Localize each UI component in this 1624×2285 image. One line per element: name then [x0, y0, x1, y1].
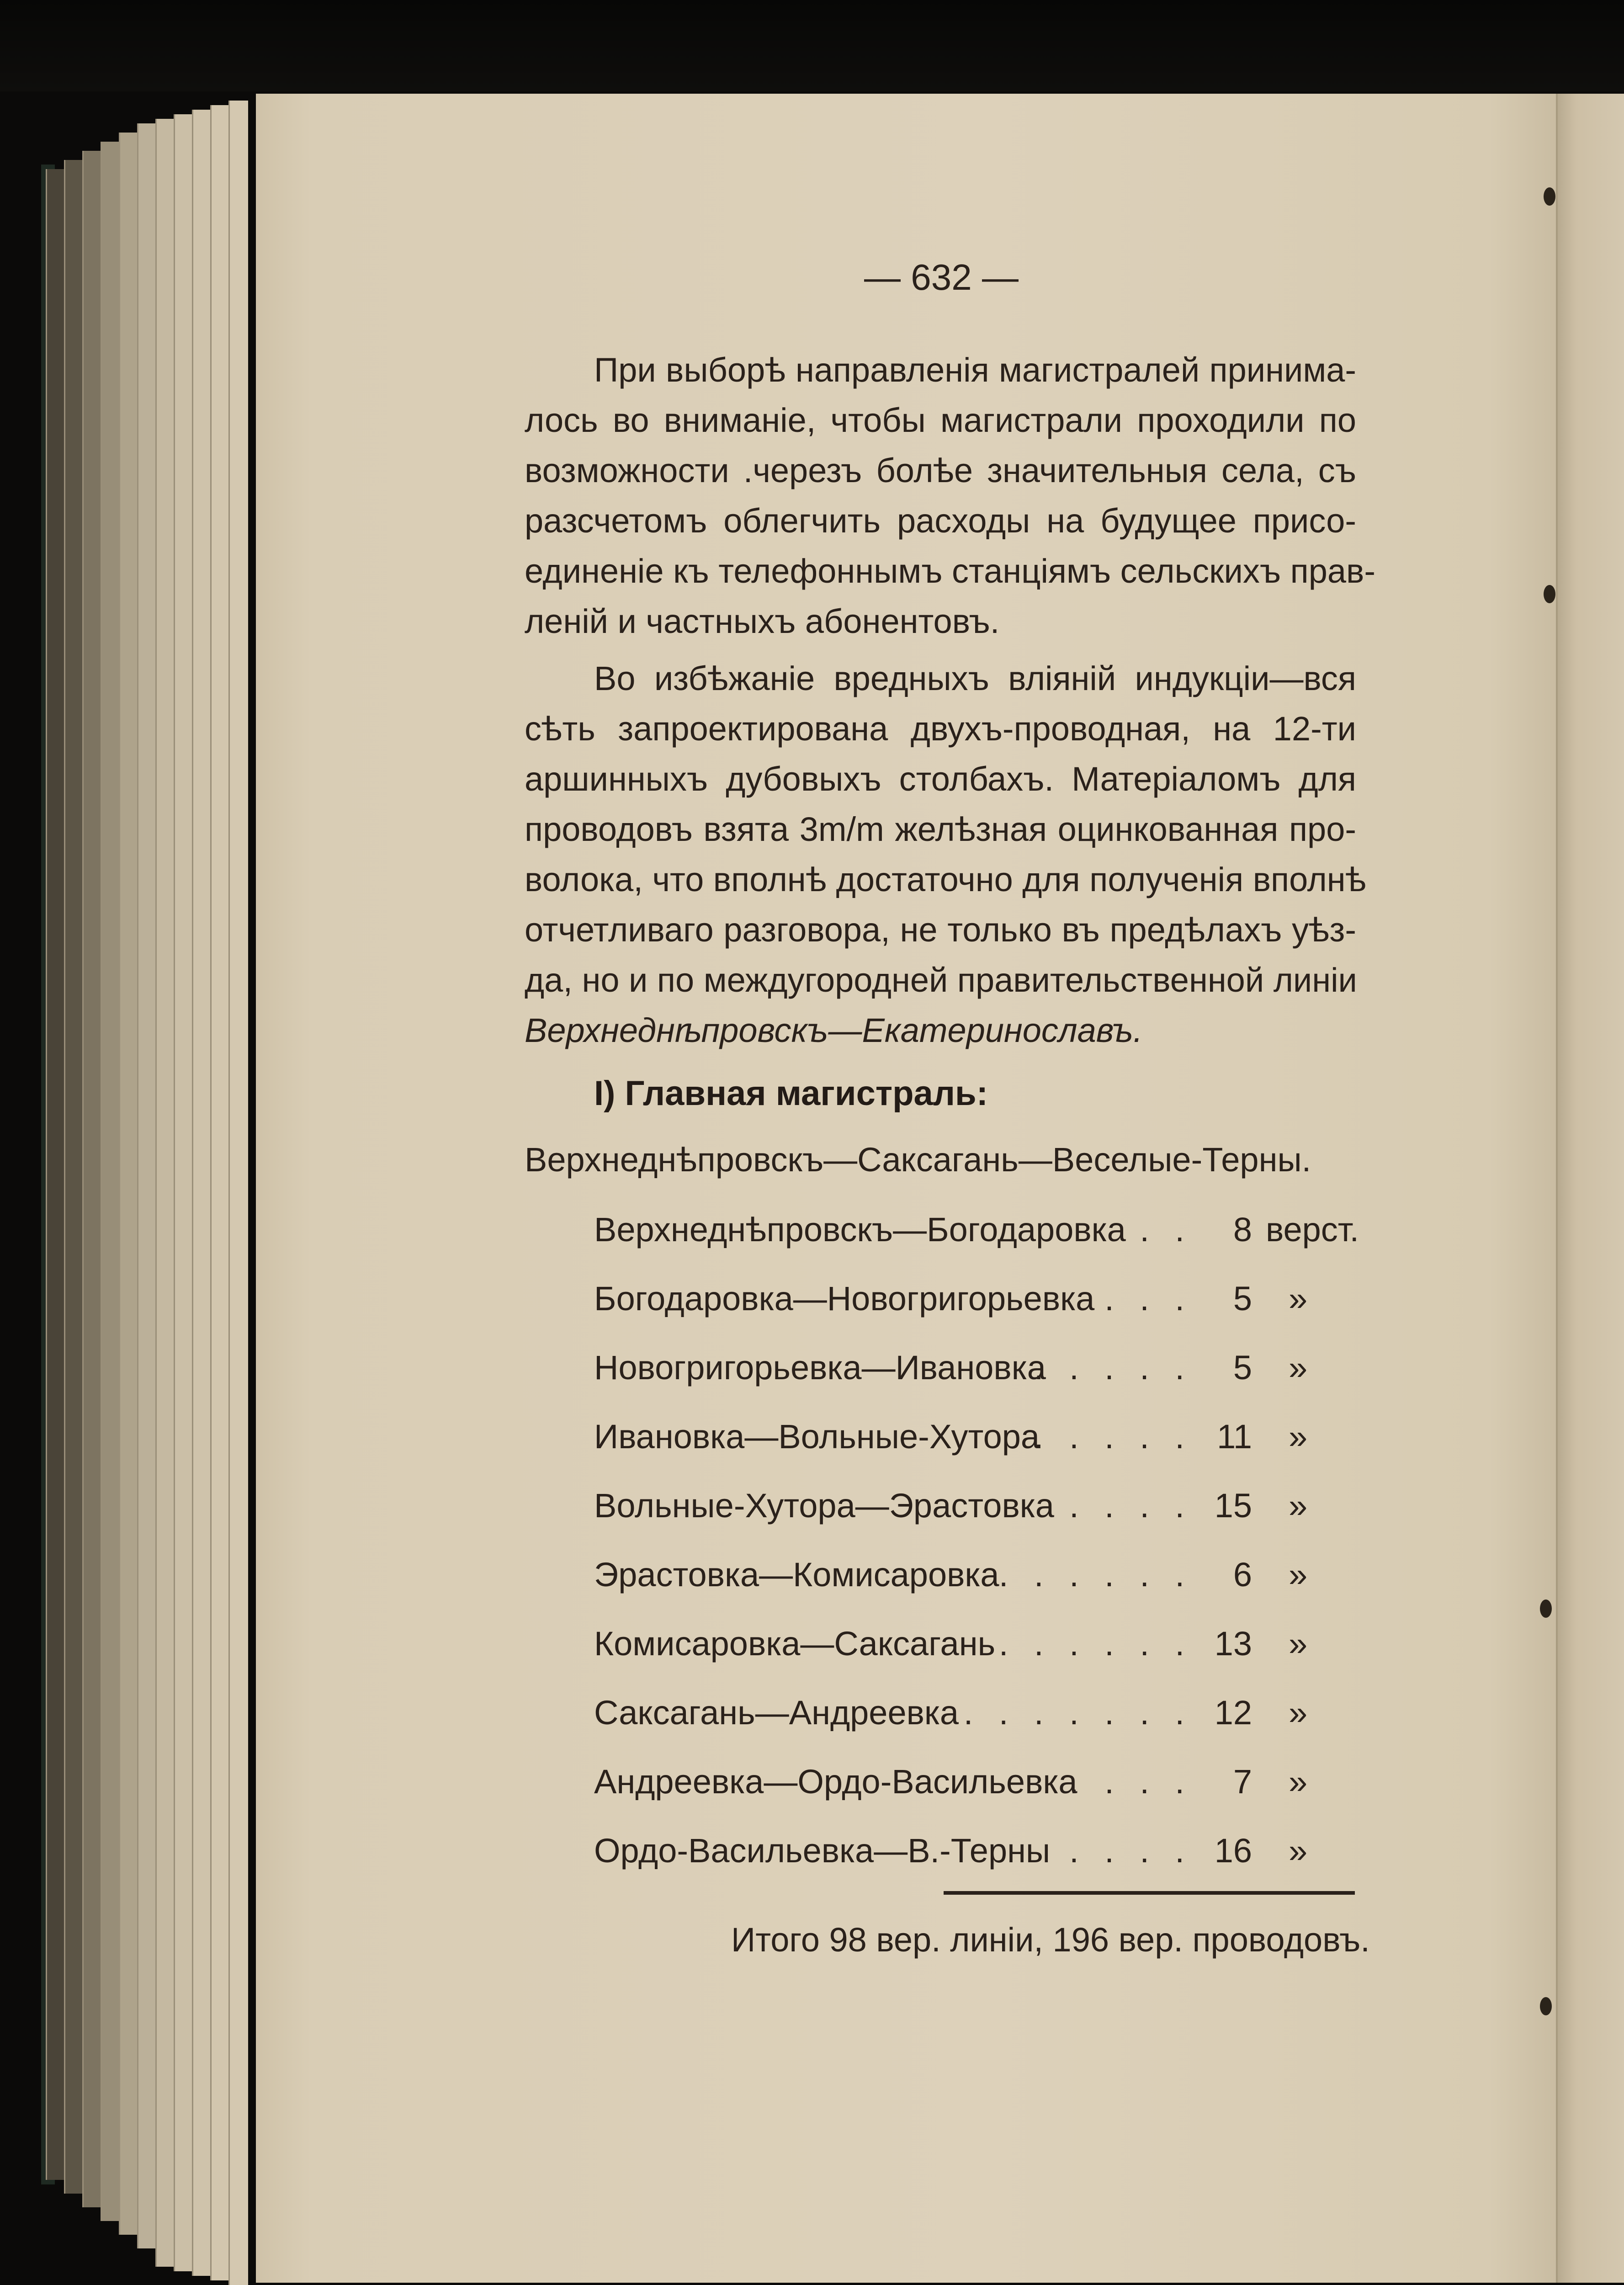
paragraph-magistral-choice [525, 345, 1375, 647]
page-edge [174, 114, 193, 2271]
text-line: сѣть запроектирована двухъ-проводная, на 12-ти [525, 710, 1356, 748]
segment-unit: » [1289, 1280, 1308, 1318]
page-edge [210, 105, 230, 2280]
segment-name: Верхнеднѣпровскъ—Богодаровка [594, 1211, 1126, 1249]
facing-page-edge [1556, 94, 1624, 2283]
page-edge [101, 142, 120, 2221]
segment-name: Андреевка—Ордо-Васильевка [594, 1763, 1077, 1801]
text-line: При выборѣ направленія магистралей принима- [594, 351, 1356, 389]
segment-distance: 6 [1233, 1556, 1252, 1594]
segment-unit: » [1289, 1763, 1308, 1801]
segment-name: Ордо-Васильевка—В.-Терны [594, 1832, 1051, 1870]
segment-unit: » [1289, 1832, 1308, 1870]
total-line: Итого 98 вер. линіи, 196 вер. проводовъ. [731, 1921, 1370, 1959]
segment-distance: 12 [1214, 1694, 1252, 1732]
leader-dots: . . . . . . [998, 1556, 1193, 1594]
segment-unit: » [1289, 1556, 1308, 1594]
table-row [594, 1831, 1356, 1900]
text-line: возможности .черезъ болѣе значительныя села, съ [525, 452, 1356, 489]
segment-name: Ивановка—Вольные-Хутора [594, 1418, 1040, 1456]
text-line: волока, что вполнѣ достаточно для полученія вполнѣ [525, 861, 1367, 898]
segment-name: Саксагань—Андреевка [594, 1694, 959, 1732]
section-heading: I) Главная магистраль: [594, 1074, 988, 1113]
page-edge [228, 101, 248, 2285]
leader-dots: . . . . . [1034, 1349, 1193, 1387]
segment-name: Богодаровка—Новогригорьевка [594, 1280, 1095, 1318]
leader-dots: . . . . . . . [963, 1694, 1193, 1732]
segment-distance: 16 [1214, 1832, 1252, 1870]
page-edge [192, 110, 212, 2276]
table-row [594, 1555, 1356, 1624]
segment-unit: » [1289, 1694, 1308, 1732]
page-edge [137, 123, 157, 2248]
route-line: Верхнеднѣпровскъ—Саксагань—Веселые-Терны. [525, 1141, 1311, 1179]
table-row [594, 1762, 1356, 1831]
segment-unit: » [1289, 1625, 1308, 1663]
segment-name: Эрастовка—Комисаровка [594, 1556, 999, 1594]
leader-dots: . . [1140, 1211, 1193, 1249]
text-line: Во избѣжаніе вредныхъ вліяній индукціи—вся [594, 659, 1356, 697]
table-row [594, 1486, 1356, 1555]
paragraph-induction [525, 654, 1367, 1056]
text-line: разсчетомъ облегчить расходы на будущее присо- [525, 502, 1356, 540]
segment-distance: 7 [1233, 1763, 1252, 1801]
page-edge [119, 133, 138, 2235]
table-row [594, 1279, 1356, 1348]
page-number: — 632 — [864, 257, 1019, 298]
scan-background-top [0, 0, 1624, 91]
page-edge [155, 119, 175, 2267]
table-row [594, 1417, 1356, 1486]
text-line: аршинныхъ дубовыхъ столбахъ. Матеріаломъ для [525, 760, 1356, 798]
segment-distance: 13 [1214, 1625, 1252, 1663]
page-edge [82, 151, 102, 2207]
text-line: лось во вниманіе, чтобы магистрали проходили по [525, 401, 1356, 439]
segment-distance: 15 [1214, 1487, 1252, 1525]
segment-name: Новогригорьевка—Ивановка [594, 1349, 1046, 1387]
text-line: леній и частныхъ абонентовъ. [525, 602, 1000, 640]
distance-table [594, 1210, 1359, 1900]
segment-distance: 8 [1233, 1211, 1252, 1249]
segment-name: Вольные-Хутора—Эрастовка [594, 1487, 1054, 1525]
leader-dots: . . . . . [1034, 1418, 1193, 1456]
text-line: проводовъ взята 3m/m желѣзная оцинкованная про- [525, 810, 1356, 848]
segment-unit: » [1289, 1487, 1308, 1525]
table-row [594, 1210, 1359, 1279]
binding-thread-mark [1540, 1997, 1552, 2015]
text-line: единеніе къ телефоннымъ станціямъ сельскихъ прав- [525, 552, 1375, 590]
segment-unit: » [1289, 1349, 1308, 1387]
page-edge [64, 160, 84, 2194]
segment-name: Комисаровка—Саксагань [594, 1625, 996, 1663]
segment-distance: 5 [1233, 1349, 1252, 1387]
binding-thread-mark [1544, 585, 1555, 603]
segment-unit: » [1289, 1418, 1308, 1456]
table-row [594, 1693, 1356, 1762]
leader-dots: . . . . [1069, 1763, 1193, 1801]
segment-distance: 11 [1217, 1418, 1252, 1456]
segment-distance: 5 [1233, 1280, 1252, 1318]
binding-thread-mark [1544, 187, 1555, 206]
text-line: отчетливаго разговора, не только въ предѣлахъ уѣз- [525, 911, 1356, 949]
total-rule [944, 1891, 1355, 1895]
binding-thread-mark [1540, 1600, 1552, 1618]
leader-dots: . . . [1104, 1280, 1193, 1318]
leader-dots: . . . . . . [998, 1625, 1193, 1663]
table-row [594, 1348, 1356, 1417]
segment-unit: верст. [1266, 1211, 1359, 1249]
leader-dots: . . . . [1069, 1487, 1193, 1525]
page-edge [46, 169, 65, 2180]
leader-dots: . . . . [1069, 1832, 1193, 1870]
table-row [594, 1624, 1356, 1693]
italic-line: Верхнеднѣпровскъ—Екатеринославъ. [525, 1011, 1143, 1049]
text-line: да, но и по междугородней правительственной линіи [525, 961, 1357, 999]
